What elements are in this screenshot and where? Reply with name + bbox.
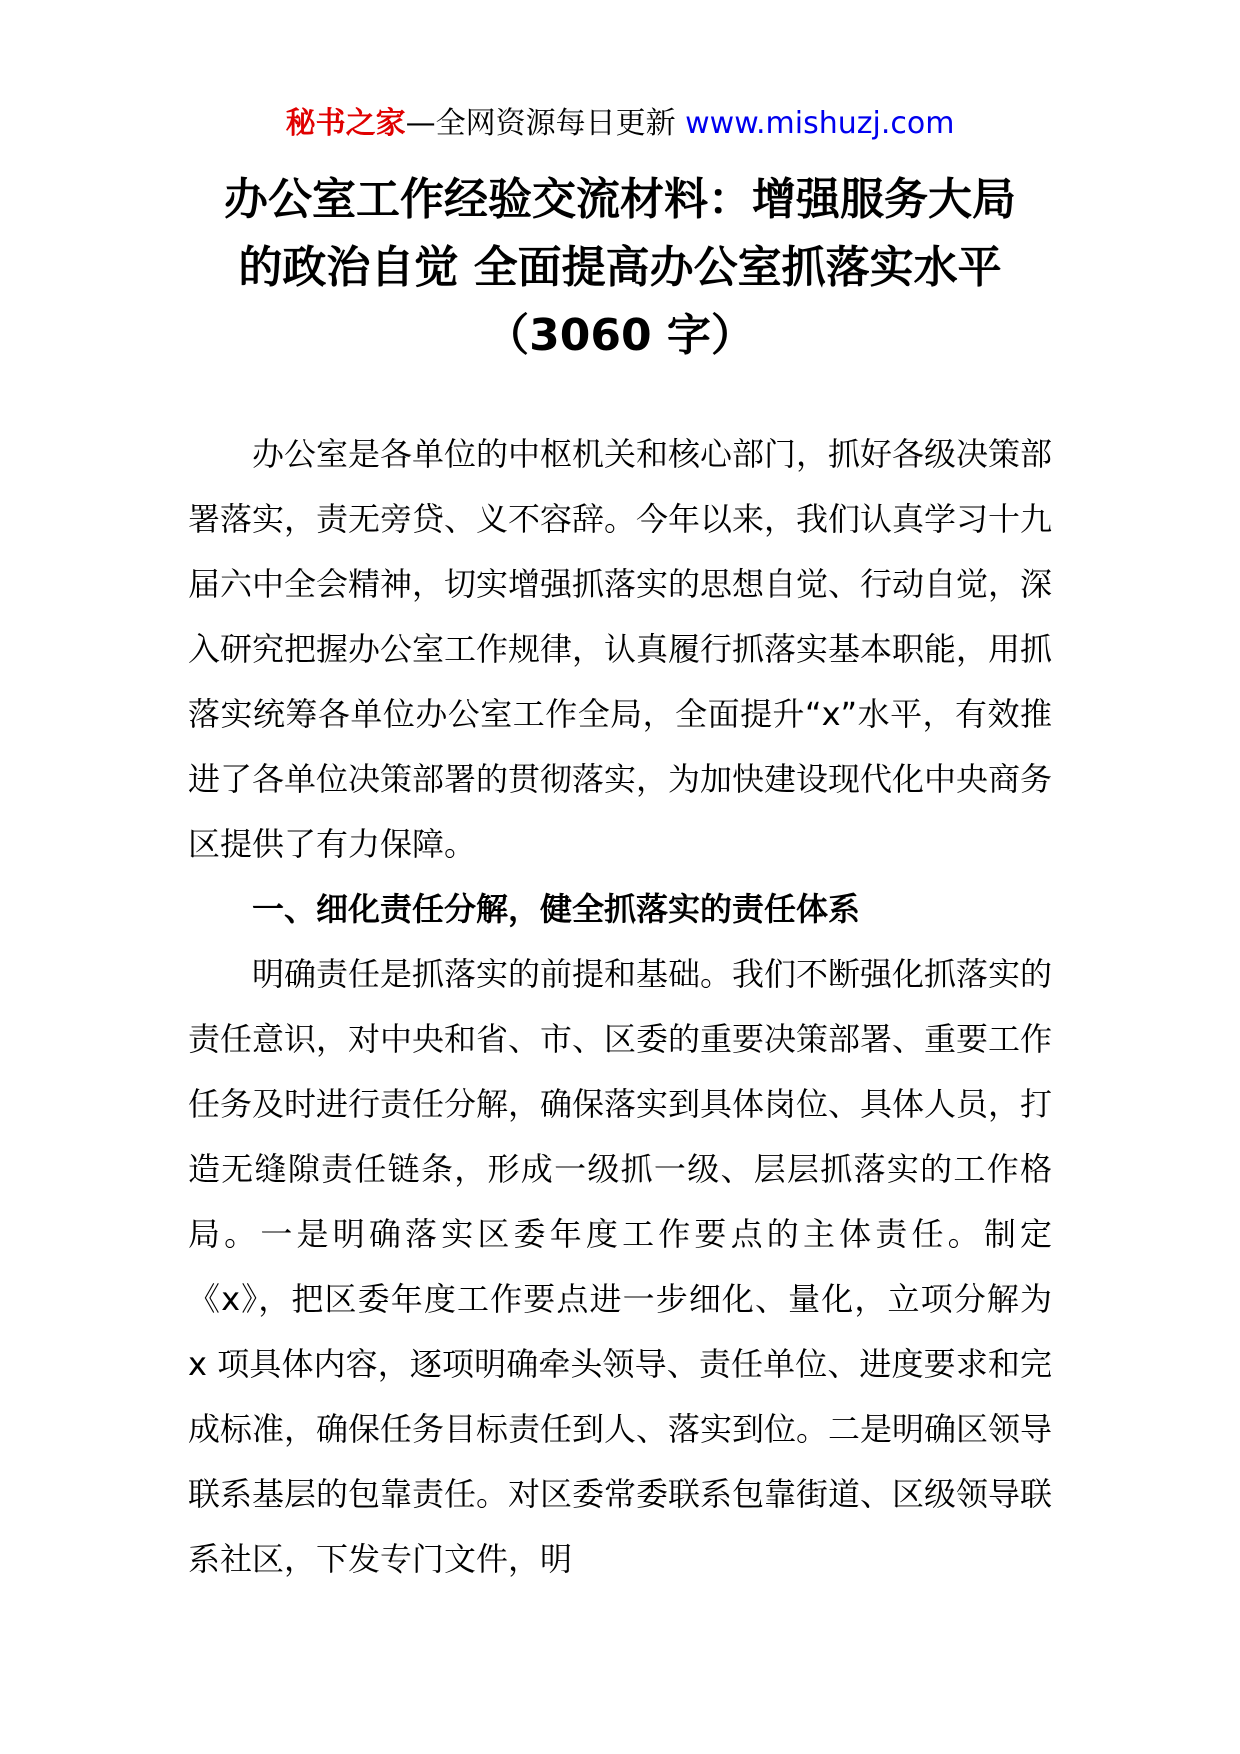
- title-word-count: （3060 字）: [485, 310, 755, 361]
- section-heading: 一、细化责任分解，健全抓落实的责任体系: [252, 890, 861, 928]
- site-header: [0, 104, 1240, 144]
- title-line-1: 办公室工作经验交流材料：增强服务大局: [224, 174, 1016, 225]
- document-title: [150, 166, 1090, 370]
- title-line-2: 的政治自觉 全面提高办公室抓落实水平: [238, 242, 1002, 293]
- site-tagline: —全网资源每日更新: [405, 106, 686, 141]
- section-paragraph: 明确责任是抓落实的前提和基础。我们不断强化抓落实的责任意识，对中央和省、市、区委的重要决策部署、重要工作任务及时进行责任分解，确保落实到具体岗位、具体人员，打造无缝隙责任链条，形成一级抓一级、层层抓落实的工作格局。一是明确落实区委年度工作要点的主体责任。制定《x》，把区委年度工作要点进一步细化、量化，立项分解为 x 项具体内容，逐项明确牵头领导、责任单位、进度要求和完成标准，确保任务目标责任到人、落实到位。二是明确区领导联系基层的包靠责任。对区委常委联系包靠街道、区级领导联系社区，下发专门文件，明: [188, 955, 1053, 1578]
- document-body: [188, 422, 1052, 1592]
- intro-paragraph: 办公室是各单位的中枢机关和核心部门，抓好各级决策部署落实，责无旁贷、义不容辞。今年以来，我们认真学习十九届六中全会精神，切实增强抓落实的思想自觉、行动自觉，深入研究把握办公室工作规律，认真履行抓落实基本职能，用抓落实统筹各单位办公室工作全局，全面提升“x”水平，有效推进了各单位决策部署的贯彻落实，为加快建设现代化中央商务区提供了有力保障。: [188, 435, 1053, 863]
- site-url-link[interactable]: www.mishuzj.com: [685, 106, 955, 141]
- site-brand: 秘书之家: [285, 106, 406, 141]
